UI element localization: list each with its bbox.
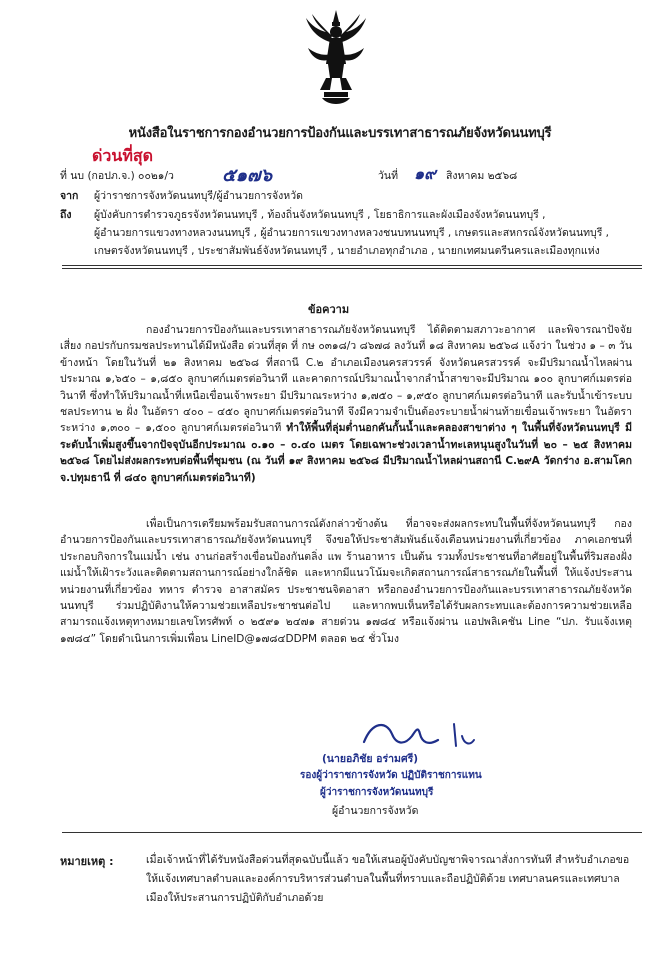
body-paragraph-2: เพื่อเป็นการเตรียมพร้อมรับสถานการณ์ดังกล่าวข้างต้น ที่อาจจะส่งผลกระทบในพื้นที่จังหวัดนนทบุรี กองอำนวยการป้องกันและบรรเทาสาธารณภัยจังหวัดนนทบุรี จึงขอให้ประชาสัมพันธ์แจ้งเตือนหน่วยงานที่เกี่ยวข้อง ภาคเอกชนที่ประกอบกิจการในแม่น้ำ เช่น งานก่อสร้างเขื่อนป้องกันตลิ่ง แพ ร้านอาหาร เป็นต้น รวมทั้งประชาชนที่อาศัยอยู่ในพื้นที่ริมสองฝั่งแม่น้ำให้เฝ้าระวังและติดตามสถานการณ์อย่างใกล้ชิด และหากมีแนวโน้มจะเกิดสถานการณ์สาธารณภัยในพื้นที่ ให้แจ้งประสานหน่วยงานที่เกี่ยวข้อง ทหาร ตำรวจ อาสาสมัคร ประชาชนจิตอาสา หรือกองอำนวยการป้องกันและบรรเทาสาธารณภัยจังหวัดนนทบุรี ร่วมปฏิบัติงานให้ความช่วยเหลือประชาชนต่อไป และหากพบเห็นหรือได้รับผลกระทบและต้องการความช่วยเหลือ สามารถแจ้งเหตุทางหมายเลขโทรศัพท์ ๐ ๒๕๙๑ ๒๔๗๑ สายด่วน ๑๗๘๔ หรือแจ้งผ่าน แอปพลิเคชัน Line “ปภ. รับแจ้งเหตุ ๑๗๘๔” โดยดำเนินการเพิ่มเพื่อน LineID@๑๗๘๔DDPM ตลอด ๒๔ ชั่วโมง xyxy=(60,518,632,645)
divider-top xyxy=(62,265,642,266)
urgency-label: ด่วนที่สุด xyxy=(92,146,154,165)
document-title: หนังสือในราชการกองอำนวยการป้องกันและบรรเทาสาธารณภัยจังหวัดนนทบุรี xyxy=(128,126,552,141)
date-month-year: สิงหาคม ๒๕๖๘ xyxy=(446,170,518,182)
signatory-position-3: ผู้อำนวยการจังหวัด xyxy=(332,805,419,817)
from-label: จาก xyxy=(60,190,79,202)
signatory-name: (นายอภิชัย อร่ามศรี) xyxy=(322,753,419,765)
signatory-position-1: รองผู้ว่าราชการจังหวัด ปฏิบัติราชการแทน xyxy=(300,770,482,781)
section-title: ข้อความ xyxy=(308,303,350,316)
date-label: วันที่ xyxy=(378,170,398,182)
divider-top-double xyxy=(62,268,642,269)
divider-bottom xyxy=(62,832,642,833)
to-label: ถึง xyxy=(60,209,72,221)
reference-number: ที่ นบ (กอปภ.จ.) ๐๐๒๑/ว xyxy=(60,170,174,182)
signatory-position-2: ผู้ว่าราชการจังหวัดนนทบุรี xyxy=(320,787,434,798)
to-line-1: ผู้บังคับการตำรวจภูธรจังหวัดนนทบุรี , ท้องถิ่นจังหวัดนนทบุรี , โยธาธิการและผังเมืองจังหวัดนนทบุรี , xyxy=(94,209,546,221)
note-text: เมื่อเจ้าหน้าที่ได้รับหนังสือด่วนที่สุดฉบับนี้แล้ว ขอให้เสนอผู้บังคับบัญชาพิจารณาสั่งการทันที สำหรับอำเภอขอให้แจ้งเทศบาลตำบลและองค์การบริหารส่วนตำบลในพื้นที่ทราบและถือปฏิบัติด้วย เทศบาลนครและเทศบาลเมืองให้ประสานการปฏิบัติกับอำเภอด้วย xyxy=(146,854,630,904)
handwritten-date-day: ๑๙ xyxy=(414,164,436,183)
garuda-emblem-icon xyxy=(304,8,368,110)
body-paragraph-1-text: กองอำนวยการป้องกันและบรรเทาสาธารณภัยจังหวัดนนทบุรี ได้ติดตามสภาวะอากาศ และพิจารณาปัจจัยเสี่ยง กอปรกับกรมชลประทานได้มีหนังสือ ด่วนที่สุด ที่ กษ ๐๓๑๘/ว ๘๖๗๘ ลงวันที่ ๑๘ สิงหาคม ๒๕๖๘ แจ้งว่า ในช่วง ๑ – ๓ วันข้างหน้า โดยในวันที่ ๒๑ สิงหาคม ๒๕๖๘ ที่สถานี C.๒ อำเภอเมืองนครสวรรค์ จังหวัดนครสวรรค์ จะมีปริมาณน้ำไหลผ่านประมาณ ๑,๖๕๐ – ๑,๘๕๐ ลูกบาศก์เมตรต่อวินาที และคาดการณ์ปริมาณน้ำจากลำน้ำสาขาจะมีปริมาณ ๑๐๐ ลูกบาศก์เมตรต่อวินาที ซึ่งทำให้ปริมาณน้ำที่เหนือเขื่อนเจ้าพระยา มีปริมาณระหว่าง ๑,๗๕๐ – ๑,๙๕๐ ลูกบาศก์เมตรต่อวินาที และรับน้ำเข้าระบบชลประทาน ๒ ฝั่ง ในอัตรา ๔๐๐ – ๔๕๐ ลูกบาศก์เมตรต่อวินาที จึงมีความจำเป็นต้องระบายน้ำผ่านท้ายเขื่อนเจ้าพระยา ในอัตราระหว่าง ๑,๓๐๐ – ๑,๕๐๐ ลูกบาศก์เมตรต่อวินาที xyxy=(60,324,632,435)
to-line-3: เกษตรจังหวัดนนทบุรี , ประชาสัมพันธ์จังหวัดนนทบุรี , นายอำเภอทุกอำเภอ , นายกเทศมนตรีนครและเมืองทุกแห่ง xyxy=(94,245,600,257)
note-label: หมายเหตุ : xyxy=(60,855,114,868)
to-line-2: ผู้อำนวยการแขวงทางหลวงนนทบุรี , ผู้อำนวยการแขวงทางหลวงชนบทนนทบุรี , เกษตรและสหกรณ์จังหวัดนนทบุรี , xyxy=(94,227,610,239)
handwritten-reference-number: ๕๑๗๖ xyxy=(222,165,273,186)
from-value: ผู้ว่าราชการจังหวัดนนทบุรี/ผู้อำนวยการจังหวัด xyxy=(94,190,303,202)
body-paragraph-1 xyxy=(60,322,632,486)
body-paragraph-1-emphasis: ทำให้พื้นที่ลุ่มต่ำนอกคันกั้นน้ำและคลองสาขาต่าง ๆ ในพื้นที่จังหวัดนนทบุรี มีระดับน้ำเพิ่มสูงขึ้นจากปัจจุบันอีกประมาณ ๐.๑๐ – ๐.๔๐ เมตร โดยเฉพาะช่วงเวลาน้ำทะเลหนุนสูงในวันที่ ๒๐ – ๒๕ สิงหาคม ๒๕๖๘ โดยไม่ส่งผลกระทบต่อพื้นที่ชุมชน (ณ วันที่ ๑๙ สิงหาคม ๒๕๖๘ มีปริมาณน้ำไหลผ่านสถานี C.๒๙A วัดกร่าง อ.สามโคก จ.ปทุมธานี ที่ ๘๔๐ ลูกบาศก์เมตรต่อวินาที) xyxy=(60,422,632,484)
